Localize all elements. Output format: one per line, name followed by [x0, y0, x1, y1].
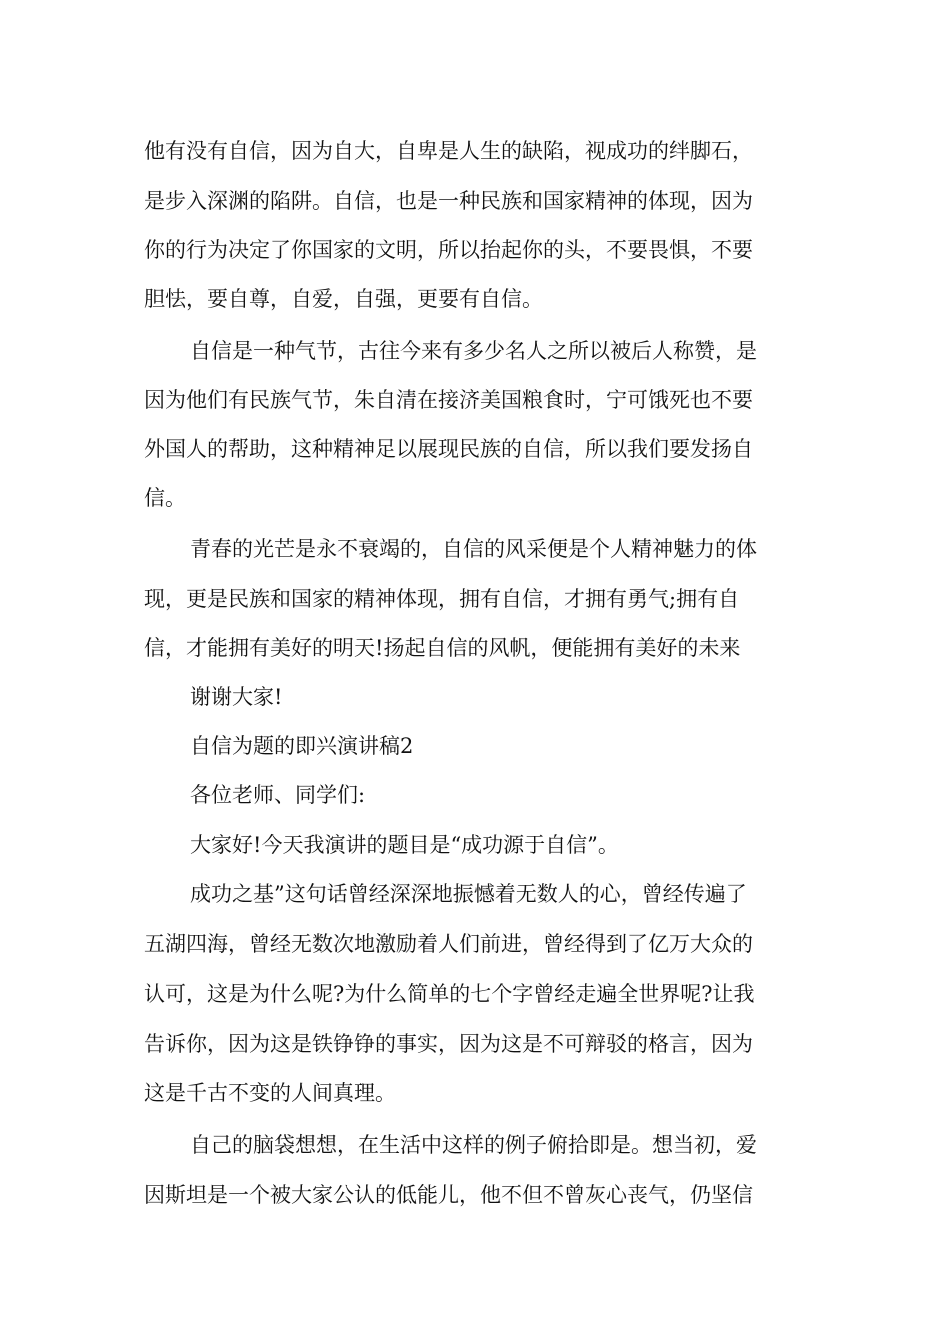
text-line: 这是千古不变的人间真理。	[144, 1081, 396, 1105]
text-line: 各位老师、同学们:	[190, 783, 366, 807]
text-line: 你的行为决定了你国家的文明，所以抬起你的头，不要畏惧，不要	[144, 238, 753, 262]
text-line: 信。	[144, 486, 186, 510]
text-line: 因为他们有民族气节，朱自清在接济美国粮食时，宁可饿死也不要	[144, 388, 753, 412]
text-line: 是步入深渊的陷阱。自信，也是一种民族和国家精神的体现，因为	[144, 189, 753, 213]
text-line: 自信是一种气节，古往今来有多少名人之所以被后人称赞，是	[190, 339, 757, 363]
text-line: 自己的脑袋想想，在生活中这样的例子俯拾即是。想当初，爱	[190, 1133, 757, 1157]
text-line: 大家好!今天我演讲的题目是“成功源于自信”。	[190, 833, 619, 857]
section-heading: 自信为题的即兴演讲稿2	[190, 734, 414, 758]
text-line: 胆怯，要自尊，自爱，自强，更要有自信。	[144, 287, 543, 311]
text-line: 因斯坦是一个被大家公认的低能儿，他不但不曾灰心丧气，仍坚信	[144, 1183, 753, 1207]
text-line: 外国人的帮助，这种精神足以展现民族的自信，所以我们要发扬自	[144, 437, 753, 461]
text-line: 认可，这是为什么呢?为什么简单的七个字曾经走遍全世界呢?让我	[144, 982, 755, 1006]
text-line: 他有没有自信，因为自大，自卑是人生的缺陷，视成功的绊脚石，	[144, 139, 753, 163]
text-line: 成功之基”这句话曾经深深地振憾着无数人的心，曾经传遍了	[190, 882, 747, 906]
text-line: 信，才能拥有美好的明天!扬起自信的风帆，便能拥有美好的未来	[144, 636, 741, 660]
text-line: 现，更是民族和国家的精神体现，拥有自信，才拥有勇气;拥有自	[144, 587, 740, 611]
text-line: 五湖四海，曾经无数次地激励着人们前进，曾经得到了亿万大众的	[144, 932, 753, 956]
text-line: 告诉你，因为这是铁铮铮的事实，因为这是不可辩驳的格言，因为	[144, 1032, 753, 1056]
text-line: 青春的光芒是永不衰竭的，自信的风采便是个人精神魅力的体	[190, 537, 757, 561]
text-line: 谢谢大家!	[190, 685, 283, 709]
